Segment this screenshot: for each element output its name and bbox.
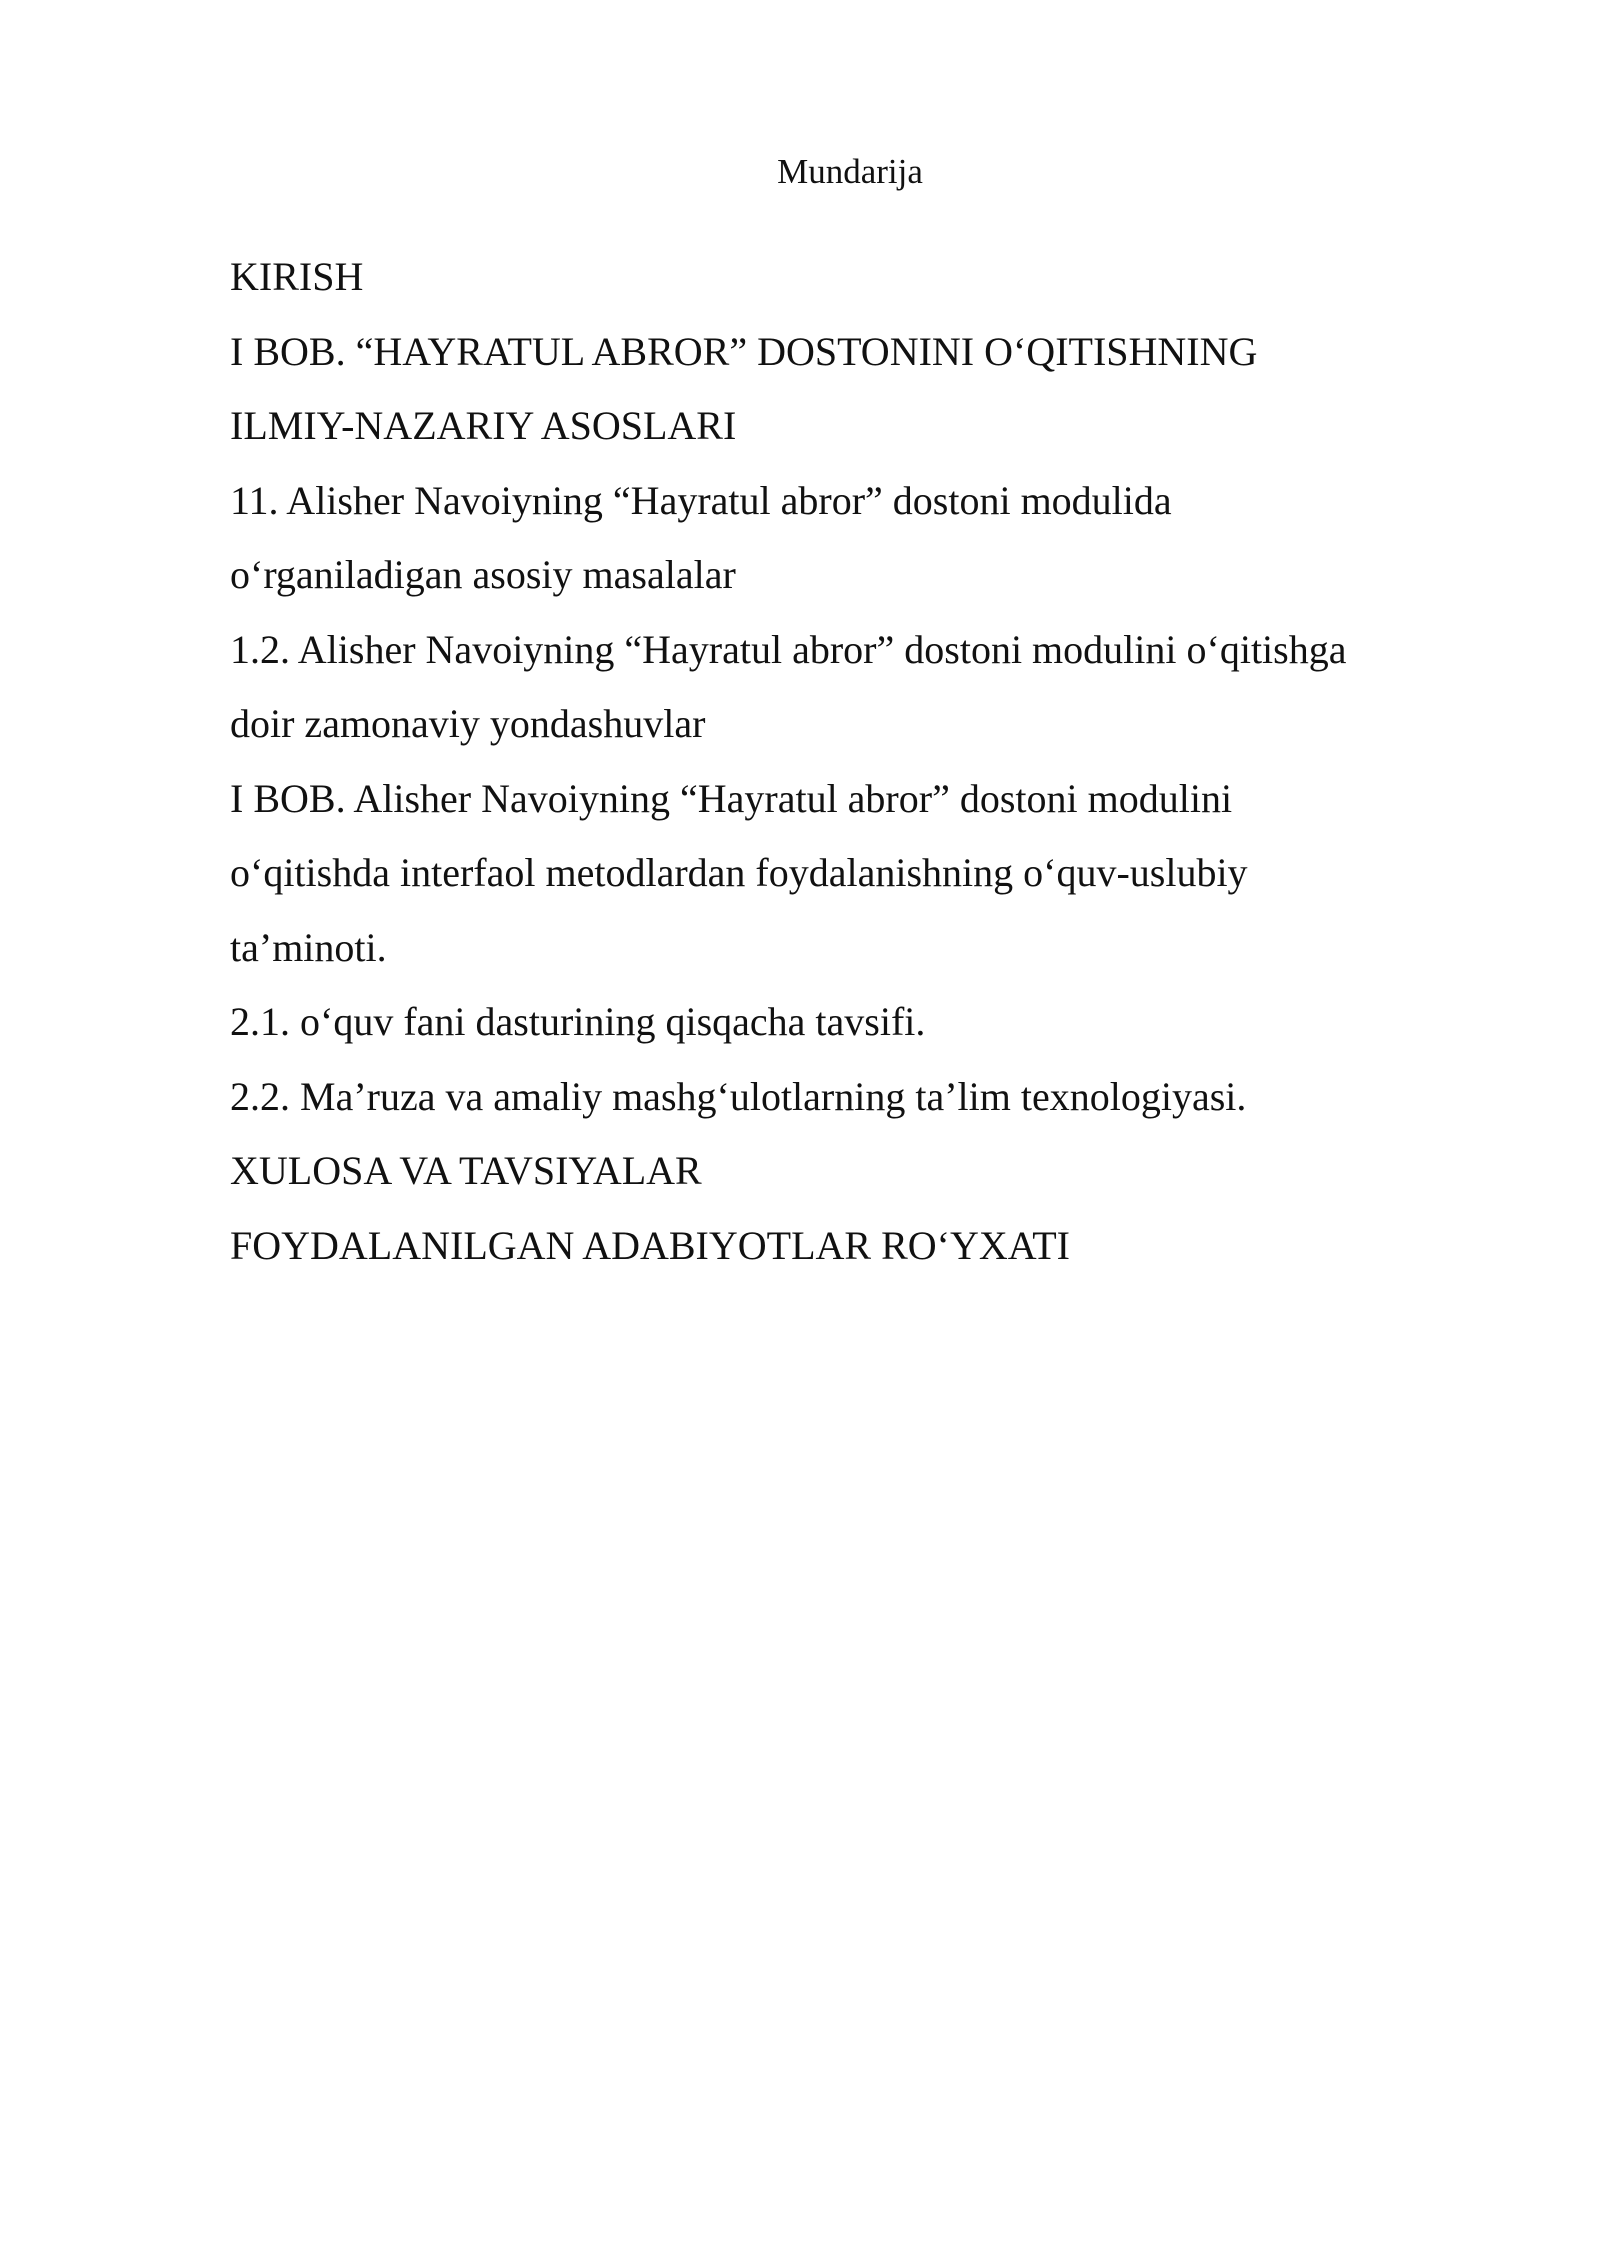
page-title: Mundarija [777,152,923,191]
toc-entry-chapter-2-heading-end: ta’minoti. [230,924,387,970]
toc-entry-chapter-2-heading: I BOB. Alisher Navoiyning “Hayratul abror” dostoni modulini [230,775,1233,821]
toc-entry-references: FOYDALANILGAN ADABIYOTLAR RO‘YXATI [230,1222,1070,1268]
toc-entry-section-1-2: 1.2. Alisher Navoiyning “Hayratul abror” dostoni modulini o‘qitishga [230,626,1347,672]
toc-entry-section-2-1: 2.1. o‘quv fani dasturining qisqacha tavsifi. [230,999,926,1044]
toc-entry-section-1-2-cont: doir zamonaviy yondashuvlar [230,701,706,746]
toc-entry-introduction: KIRISH [230,254,364,299]
toc-entry-conclusion: XULOSA VA TAVSIYALAR [230,1148,702,1193]
toc-entry-section-1-1-cont: o‘rganiladigan asosiy masalalar [230,552,736,597]
toc-entry-chapter-1-heading-cont: ILMIY-NAZARIY ASOSLARI [230,403,737,448]
table-of-contents [230,240,1460,1283]
toc-entry-chapter-2-heading-cont: o‘qitishda interfaol metodlardan foydalanishning o‘quv-uslubiy [230,850,1248,895]
toc-entry-section-1-1: 11. Alisher Navoiyning “Hayratul abror” dostoni modulida [230,477,1172,523]
toc-entry-section-2-2: 2.2. Ma’ruza va amaliy mashg‘ulotlarning ta’lim texnologiyasi. [230,1073,1247,1119]
toc-entry-chapter-1-heading: I BOB. “HAYRATUL ABROR” DOSTONINI O‘QITISHNING [230,328,1258,374]
